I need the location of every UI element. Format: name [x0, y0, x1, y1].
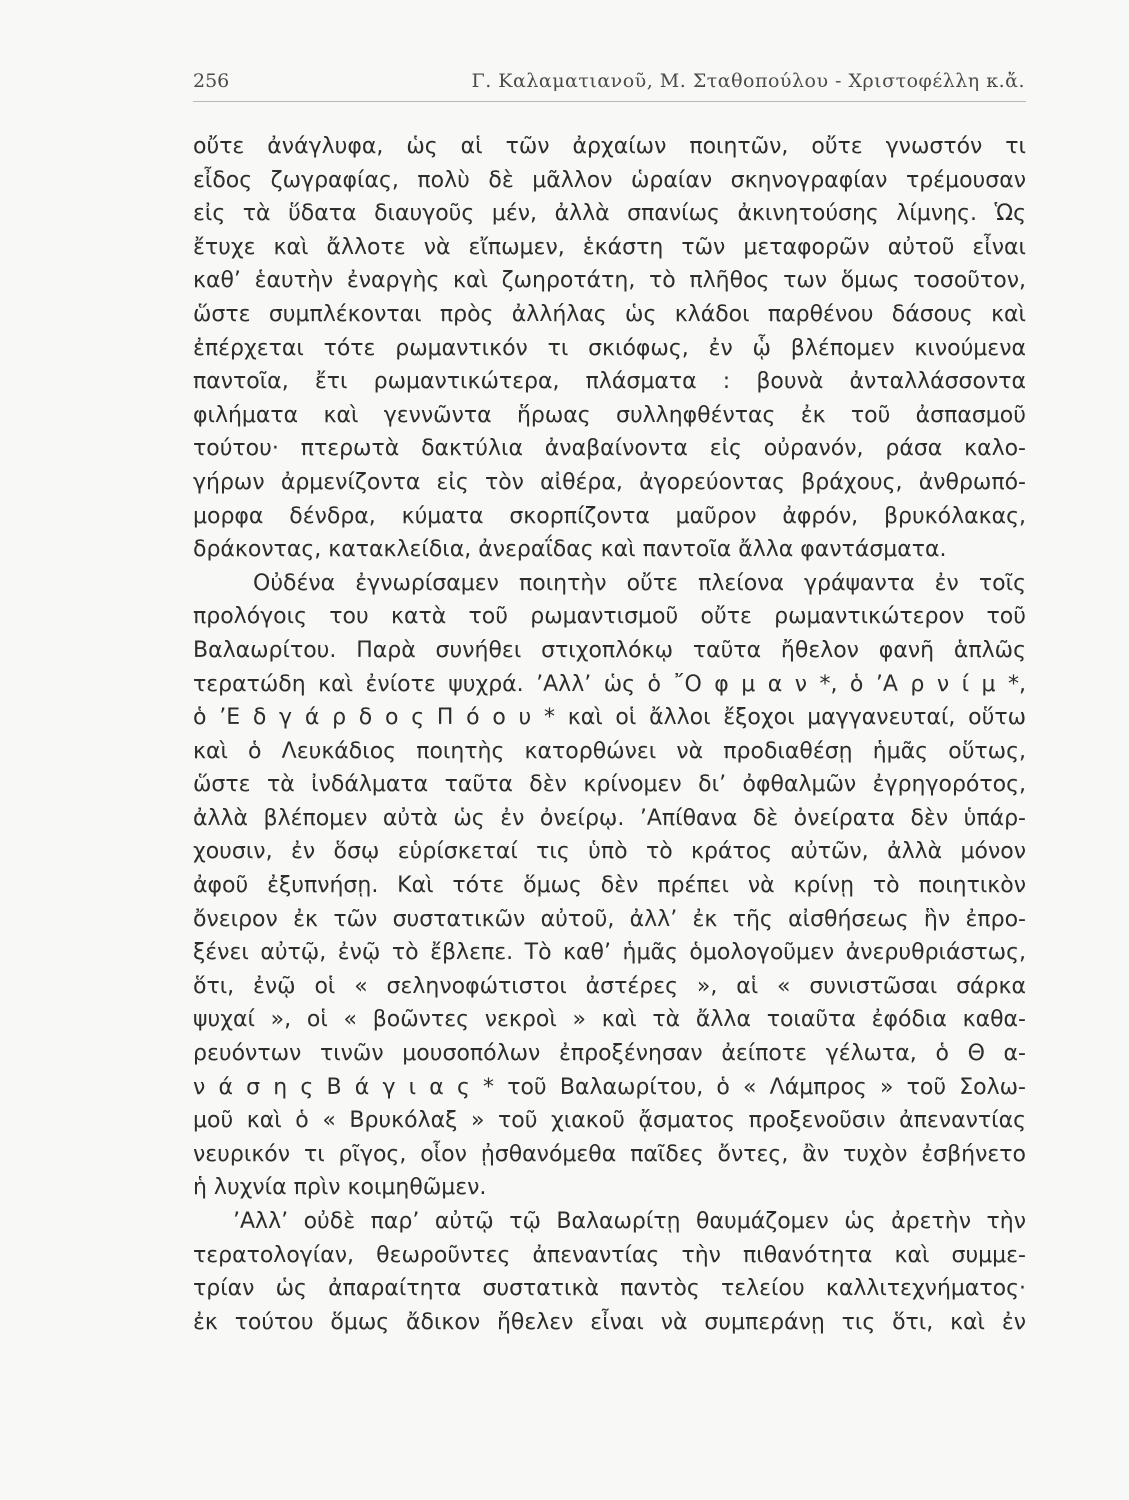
text-line: ὥστε συμπλέκονται πρὸς ἀλλήλας ὡς κλάδοι παρθένου δάσους καὶ	[193, 301, 1026, 327]
text-line: καὶ ὁ Λευκάδιος ποιητὴς κατορθώνει νὰ προδιαθέσῃ ἡμᾶς οὕτως,	[193, 738, 1026, 764]
text-line: φιλήματα καὶ γεννῶντα ἥρωας συλληφθέντας ἐκ τοῦ ἀσπασμοῦ	[193, 402, 1026, 428]
text-line: μοῦ καὶ ὁ « Βρυκόλαξ » τοῦ χιακοῦ ᾄσματος προξενοῦσιν ἀπεναντίας	[193, 1108, 1026, 1134]
text-line: χουσιν, ἐν ὅσῳ εὑρίσκεταί τις ὑπὸ τὸ κράτος αὐτῶν, ἀλλὰ μόνον	[193, 839, 1026, 865]
running-header	[193, 70, 1025, 110]
text-line: ὅτι, ἐνῷ οἱ « σεληνοφώτιστοι ἀστέρες », αἱ « συνιστῶσαι σάρκα	[193, 973, 1026, 999]
text-line: ἐπέρχεται τότε ρωμαντικόν τι σκιόφως, ἐν ᾧ βλέπομεν κινούμενα	[193, 335, 1026, 361]
page-number: 256	[193, 70, 230, 92]
text-line: ν ά σ η ς Β ά γ ι α ς * τοῦ Βαλαωρίτου, ὁ « Λάμπρος » τοῦ Σολω-	[193, 1074, 1026, 1100]
body-text	[193, 130, 1026, 1339]
text-line: ὥστε τὰ ἰνδάλματα ταῦτα δὲν κρίνομεν δι’ ὀφθαλμῶν ἐγρηγορότος,	[193, 772, 1026, 798]
text-line: τερατολογίαν, θεωροῦντες ἀπεναντίας τὴν πιθανότητα καὶ συμμε-	[193, 1242, 1026, 1268]
text-line: ἀλλὰ βλέπομεν αὐτὰ ὡς ἐν ὀνείρῳ. ’Απίθανα δὲ ὀνείρατα δὲν ὑπάρ-	[193, 805, 1026, 831]
text-line: μορφα δένδρα, κύματα σκορπίζοντα μαῦρον ἀφρόν, βρυκόλακας,	[193, 503, 1026, 529]
text-line: ὁ ’Ε δ γ ά ρ δ ο ς Π ό ο υ * καὶ οἱ ἄλλοι ἔξοχοι μαγγανευταί, οὕτω	[193, 705, 1026, 731]
text-line: ἔτυχε καὶ ἄλλοτε νὰ εἴπωμεν, ἑκάστη τῶν μεταφορῶν αὐτοῦ εἶναι	[193, 234, 1026, 260]
text-line: ἀφοῦ ἐξυπνήσῃ. Καὶ τότε ὅμως δὲν πρέπει νὰ κρίνῃ τὸ ποιητικὸν	[193, 873, 1026, 899]
text-line: Οὐδένα ἐγνωρίσαμεν ποιητὴν οὔτε πλείονα γράψαντα ἐν τοῖς	[253, 570, 1026, 596]
text-line: εἰς τὰ ὕδατα διαυγοῦς μέν, ἀλλὰ σπανίως ἀκινητούσης λίμνης. Ὡς	[193, 201, 1026, 227]
text-line: Βαλαωρίτου. Παρὰ συνήθει στιχοπλόκῳ ταῦτα ἤθελον φανῆ ἁπλῶς	[193, 637, 1026, 663]
text-line: παντοῖα, ἔτι ρωμαντικώτερα, πλάσματα : βουνὰ ἀνταλλάσσοντα	[193, 369, 1026, 395]
running-title: Γ. Καλαματιανοῦ, Μ. Σταθοπούλου - Χριστοφέλλη κ.ἄ.	[471, 70, 1025, 92]
text-line: οὔτε ἀνάγλυφα, ὡς αἱ τῶν ἀρχαίων ποιητῶν, οὔτε γνωστόν τι	[193, 134, 1026, 159]
text-line: καθ’ ἑαυτὴν ἐναργὴς καὶ ζωηροτάτη, τὸ πλῆθος των ὅμως τοσοῦτον,	[193, 268, 1026, 294]
text-line: ἡ λυχνία πρὶν κοιμηθῶμεν.	[193, 1175, 487, 1201]
text-line: τρίαν ὡς ἀπαραίτητα συστατικὰ παντὸς τελείου καλλιτεχνήματος·	[193, 1276, 1026, 1302]
text-line: τερατώδη καὶ ἐνίοτε ψυχρά. ’Αλλ’ ὡς ὁ ῎Ο φ μ α ν *, ὁ ’Α ρ ν ί μ *,	[193, 671, 1026, 697]
text-line: νευρικόν τι ρῖγος, οἷον ᾐσθανόμεθα παῖδες ὄντες, ἂν τυχὸν ἐσβήνετο	[193, 1141, 1026, 1167]
text-line: ’Αλλ’ οὐδὲ παρ’ αὐτῷ τῷ Βαλαωρίτῃ θαυμάζομεν ὡς ἀρετὴν τὴν	[233, 1209, 1026, 1234]
text-line: ψυχαί », οἱ « βοῶντες νεκροὶ » καὶ τὰ ἄλλα τοιαῦτα ἐφόδια καθα-	[193, 1007, 1026, 1033]
text-line: δράκοντας, κατακλείδια, ἀνεραΐδας καὶ παντοῖα ἄλλα φαντάσματα.	[193, 537, 947, 563]
header-rule	[193, 101, 1026, 102]
text-line: εἶδος ζωγραφίας, πολὺ δὲ μᾶλλον ὡραίαν σκηνογραφίαν τρέμουσαν	[193, 167, 1026, 193]
text-line: ρευόντων τινῶν μουσοπόλων ἐπροξένησαν ἀείποτε γέλωτα, ὁ Θ α-	[193, 1041, 1026, 1067]
text-line: γήρων ἀρμενίζοντα εἰς τὸν αἰθέρα, ἀγορεύοντας βράχους, ἀνθρωπό-	[193, 469, 1026, 495]
text-line: προλόγοις του κατὰ τοῦ ρωμαντισμοῦ οὔτε ρωμαντικώτερον τοῦ	[193, 604, 1026, 630]
text-line: ξένει αὐτῷ, ἐνῷ τὸ ἔβλεπε. Τὸ καθ’ ἡμᾶς ὁμολογοῦμεν ἀνερυθριάστως,	[193, 940, 1026, 966]
text-line: ὄνειρον ἐκ τῶν συστατικῶν αὐτοῦ, ἀλλ’ ἐκ τῆς αἰσθήσεως ἣν ἐπρο-	[193, 906, 1026, 932]
text-line: τούτου· πτερωτὰ δακτύλια ἀναβαίνοντα εἰς οὐρανόν, ράσα καλο-	[193, 436, 1026, 462]
text-line: ἐκ τούτου ὅμως ἄδικον ἤθελεν εἶναι νὰ συμπεράνῃ τις ὅτι, καὶ ἐν	[193, 1309, 1026, 1335]
